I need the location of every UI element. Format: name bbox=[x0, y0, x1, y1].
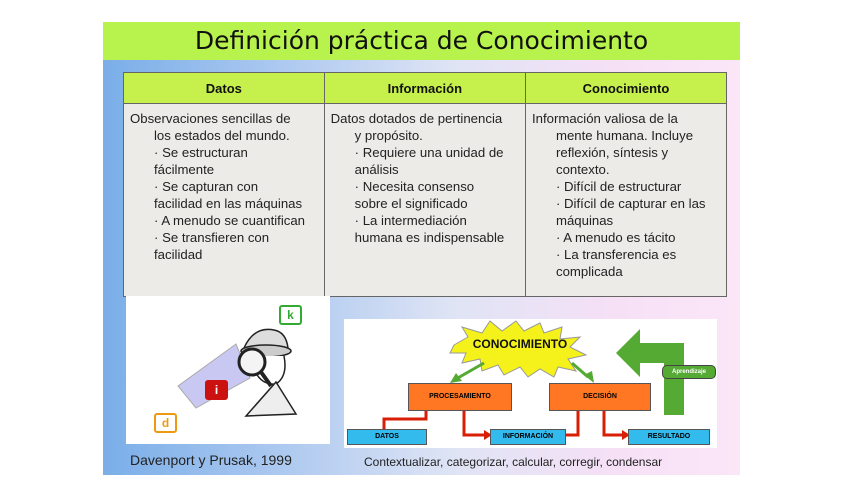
data-d-badge: d bbox=[154, 413, 177, 433]
cell-text: fácilmente bbox=[154, 162, 215, 177]
cell-text: análisis bbox=[354, 162, 399, 177]
cell-datos bbox=[124, 104, 325, 297]
knowledge-k-badge: k bbox=[279, 305, 302, 325]
data-box: DATOS bbox=[347, 429, 427, 445]
cell-bullet: · Requiere una unidad de bbox=[331, 144, 519, 161]
cell-text: facilidad bbox=[154, 247, 203, 262]
information-box: INFORMACIÓN bbox=[490, 429, 566, 445]
cell-text: humana es indispensable bbox=[354, 230, 505, 245]
cell-bullet: · Necesita consenso bbox=[331, 178, 519, 195]
knowledge-process-diagram bbox=[344, 319, 717, 448]
cell-text: Observaciones sencillas de bbox=[130, 111, 291, 126]
red-arrow-4 bbox=[604, 411, 622, 435]
header-conocimiento: Conocimiento bbox=[525, 73, 726, 104]
decision-box: DECISIÓN bbox=[549, 383, 651, 411]
title-bar bbox=[103, 22, 740, 60]
cell-text: reflexión, síntesis y bbox=[555, 145, 669, 160]
cell-text: sobre el significado bbox=[354, 196, 468, 211]
processing-box: PROCESAMIENTO bbox=[408, 383, 512, 411]
cell-bullet: · Difícil de estructurar bbox=[532, 178, 720, 195]
citation-text: Davenport y Prusak, 1999 bbox=[130, 452, 292, 468]
cell-informacion bbox=[324, 104, 525, 297]
cell-conocimiento bbox=[525, 104, 726, 297]
cell-bullet: · Se transfieren con bbox=[130, 229, 318, 246]
detective-figure-icon bbox=[239, 329, 296, 416]
cell-bullet: · Se estructuran bbox=[130, 144, 318, 161]
table-header-row bbox=[124, 73, 727, 104]
cell-bullet: · La intermediación bbox=[331, 212, 519, 229]
table-row bbox=[124, 104, 727, 297]
green-arrow-left bbox=[456, 363, 484, 379]
cell-text: complicada bbox=[555, 264, 623, 279]
slide-title: Definición práctica de Conocimiento bbox=[194, 26, 649, 55]
cell-text: los estados del mundo. bbox=[154, 128, 290, 143]
red-arrow-2 bbox=[464, 411, 484, 435]
detective-illustration-panel bbox=[126, 296, 330, 444]
knowledge-label: CONOCIMIENTO bbox=[472, 337, 568, 351]
cell-text: mente humana. Incluye bbox=[555, 128, 694, 143]
header-informacion: Información bbox=[324, 73, 525, 104]
result-box: RESULTADO bbox=[628, 429, 710, 445]
red-arrow-1 bbox=[384, 411, 426, 429]
cell-text: Información valiosa de la bbox=[531, 111, 678, 126]
learning-label: Aprendizaje bbox=[662, 365, 716, 379]
cell-bullet: · A menudo se cuantifican bbox=[130, 212, 318, 229]
cell-text: Datos dotados de pertinencia bbox=[330, 111, 503, 126]
cell-bullet: · Difícil de capturar en las bbox=[532, 195, 720, 212]
green-arrowhead-right bbox=[584, 371, 594, 383]
cell-text: y propósito. bbox=[354, 128, 423, 143]
header-datos: Datos bbox=[124, 73, 325, 104]
cell-text: contexto. bbox=[555, 162, 610, 177]
cell-text: facilidad en las máquinas bbox=[154, 196, 303, 211]
cell-bullet: · La transferencia es bbox=[532, 246, 720, 263]
information-i-badge: i bbox=[205, 380, 228, 400]
definitions-table bbox=[123, 72, 727, 297]
diagram-caption: Contextualizar, categorizar, calcular, corregir, condensar bbox=[364, 455, 663, 469]
cell-bullet: · A menudo es tácito bbox=[532, 229, 720, 246]
cell-text: máquinas bbox=[555, 213, 614, 228]
cell-bullet: · Se capturan con bbox=[130, 178, 318, 195]
